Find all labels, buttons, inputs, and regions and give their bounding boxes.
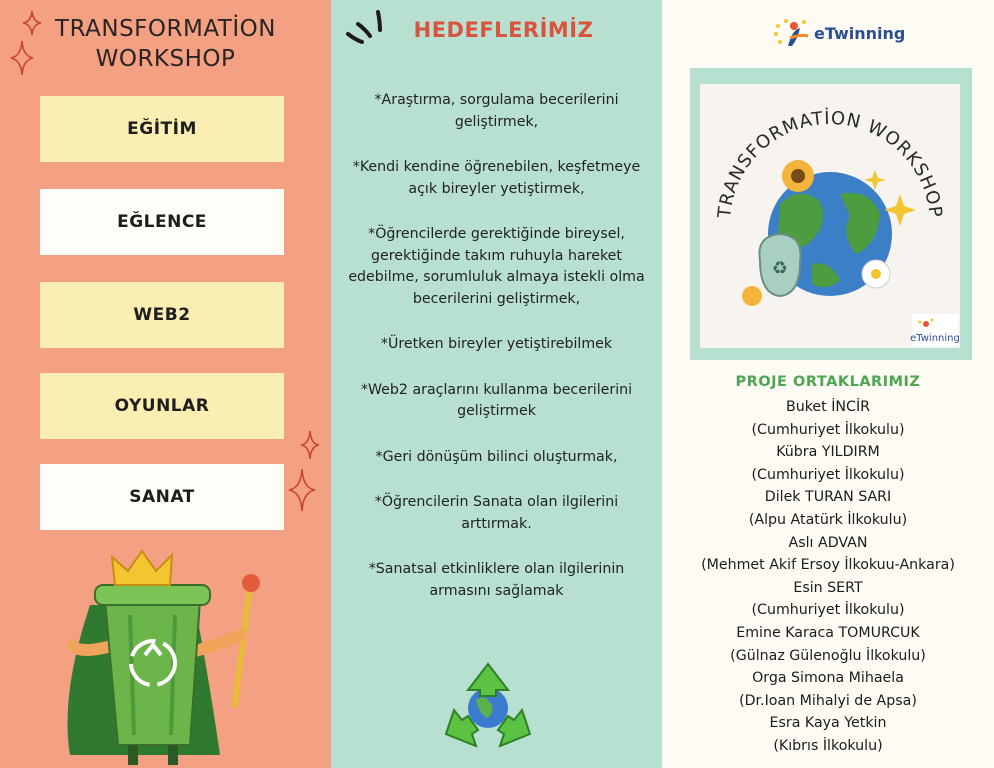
etwinning-text: eTwinning: [814, 23, 906, 43]
goal-item: *Geri dönüşüm bilinci oluşturmak,: [375, 448, 618, 465]
title-line-1: TRANSFORMATİON: [55, 16, 276, 42]
logo-badge-text: eTwinning: [910, 333, 960, 344]
goal-item: *Araştırma, sorgulama becerilerini geliştirmek,: [374, 92, 619, 130]
goal-item: *Öğrencilerin Sanata olan ilgilerini arttırmak.: [374, 494, 619, 532]
partner-name: Orga Simona Mihaela: [752, 670, 904, 687]
workshop-logo-art: [700, 84, 960, 348]
goal-item: *Sanatsal etkinliklere olan ilgilerinin armasını sağlamak: [368, 561, 625, 599]
workshop-logo: [700, 84, 960, 348]
partner-name: Dilek TURAN SARI: [764, 489, 892, 506]
goals-list: [331, 90, 662, 626]
svg-text:♻: ♻: [771, 258, 789, 279]
etwinning-logo-icon: [770, 16, 812, 50]
goal-item: *Üretken bireyler yetiştirebilmek: [380, 336, 613, 352]
partners-list: [662, 396, 994, 758]
card-web2: WEB2: [40, 282, 284, 348]
goals-title: HEDEFLERİMİZ: [413, 18, 594, 42]
card-eglence: EĞLENCE: [40, 189, 284, 255]
goal-item: *Öğrencilerde gerektiğinde bireysel, gerektiğinde takım ruhuyla hareket edebilme, sorumluluk almaya istekli olma becerilerini geliştirmek,: [348, 226, 645, 307]
partner-school: (Cumhuriyet İlkokulu): [751, 466, 905, 483]
logo-arc-text: TRANSFORMATİON WORKSHOP: [714, 107, 946, 220]
partner-school: (Dr.Ioan Mihalyi de Apsa): [739, 692, 917, 709]
partner-school: (Gülnaz Gülenoğlu İlkokulu): [730, 647, 926, 664]
card-oyunlar: OYUNLAR: [40, 373, 284, 439]
partner-school: (Cumhuriyet İlkokulu): [751, 421, 905, 438]
sparkle-icon: [288, 468, 316, 512]
left-title: [0, 14, 331, 74]
title-line-2: WORKSHOP: [95, 46, 236, 72]
recycle-globe-icon: [438, 660, 538, 752]
sparkle-icon: [300, 430, 320, 460]
partner-name: Kübra YILDIRM: [776, 444, 880, 461]
goal-item: *Kendi kendine öğrenebilen, keşfetmeye açık bireyler yetiştirmek,: [352, 159, 641, 197]
partner-school: (Mehmet Akif Ersoy İlkokuu-Ankara): [701, 557, 955, 574]
card-sanat: SANAT: [40, 464, 284, 530]
trash-king-mascot: [50, 545, 280, 765]
partner-name: Buket İNCİR: [786, 399, 870, 415]
partners-title: PROJE ORTAKLARIMIZ: [735, 374, 921, 390]
partner-name: Esra Kaya Yetkin: [769, 715, 887, 732]
partner-name: Aslı ADVAN: [788, 534, 868, 551]
partner-school: (Kıbrıs İlkokulu): [773, 737, 883, 754]
partner-school: (Alpu Atatürk İlkokulu): [748, 511, 908, 528]
partner-school: (Cumhuriyet İlkokulu): [751, 602, 905, 619]
goal-item: *Web2 araçlarını kullanma becerilerini geliştirmek: [360, 381, 633, 419]
etwinning-brand: [770, 16, 905, 50]
card-egitim: EĞİTİM: [40, 96, 284, 162]
partner-name: Esin SERT: [793, 579, 863, 596]
partner-name: Emine Karaca TOMURCUK: [736, 624, 920, 641]
